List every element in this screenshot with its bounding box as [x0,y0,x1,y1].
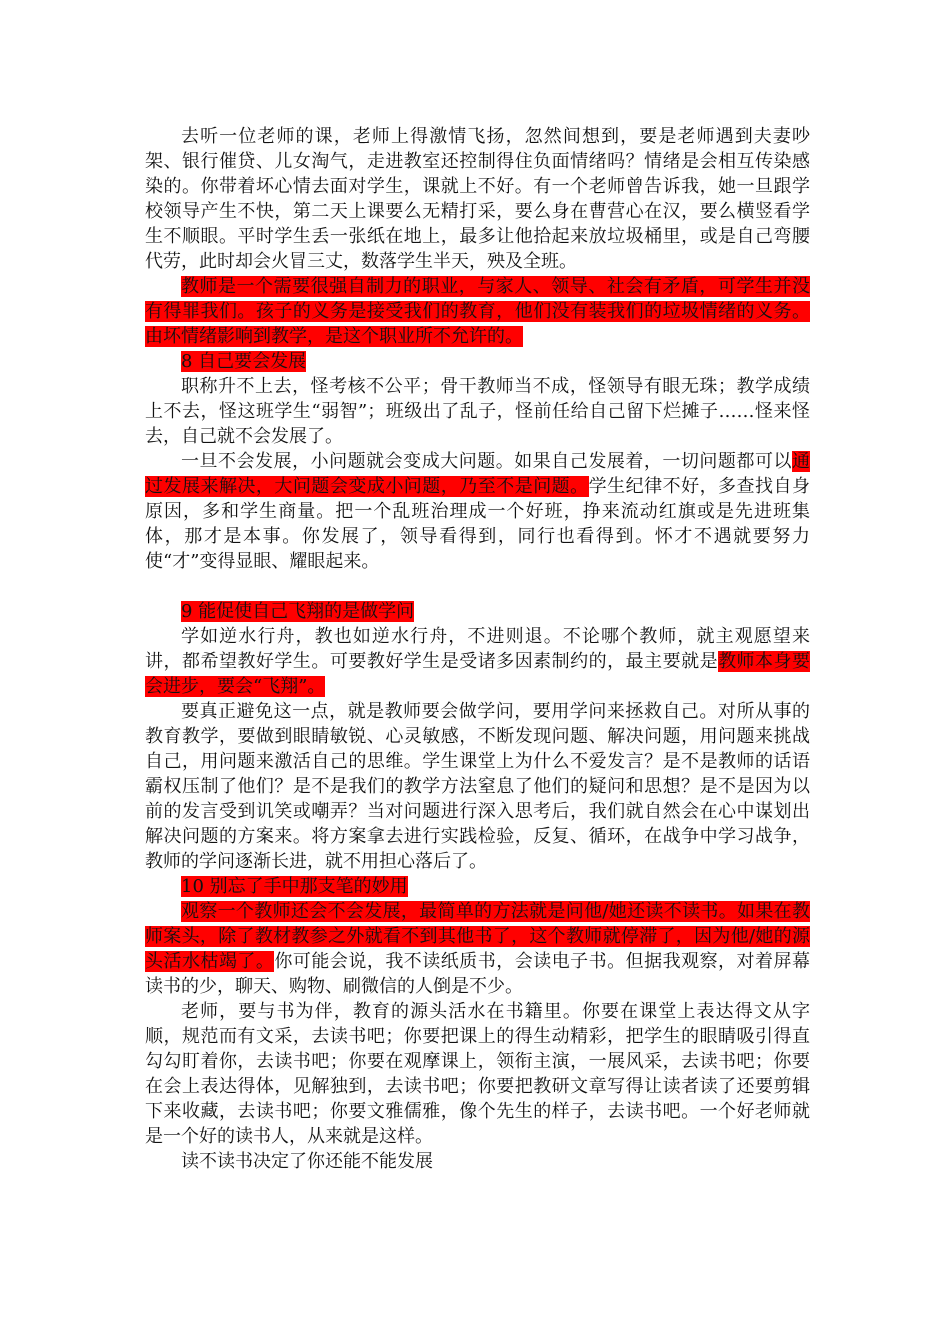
blank-line [145,574,810,599]
highlighted-text: 观察一个教师还会不会发展，最简单的方法就是问他/她还读不读书。如果在教师案头，除了教材教参之外就看不到其他书了，这个教师就停滞了，因为他/她的源头活水枯竭了。 [145,901,810,972]
paragraph-1: 去听一位老师的课，老师上得激情飞扬，忽然间想到，要是老师遇到夫妻吵架、银行催贷、儿女淘气，走进教室还控制得住负面情绪吗？情绪是会相互传染感染的。你带着坏心情去面对学生，课就上不好。有一个老师曾告诉我，她一旦跟学校领导产生不快，第二天上课要么无精打采，要么身在曹营心在汉，要么横竖看学生不顺眼。平时学生丢一张纸在地上，最多让他拾起来放垃圾桶里，或是自己弯腰代劳，此时却会火冒三丈，数落学生半天，殃及全班。 [145,126,810,272]
paragraph-7 [145,899,810,999]
paragraph-6: 要真正避免这一点，就是教师要会做学问，要用学问来拯救自己。对所从事的教育教学，要做到眼睛敏锐、心灵敏感，不断发现问题、解决问题，用问题来挑战自己，用问题来激活自己的思维。学生课堂上为什么不爱发言？是不是教师的话语霸权压制了他们？是不是我们的教学方法窒息了他们的疑问和思想？是不是因为以前的发言受到讥笑或嘲弄？当对问题进行深入思考后，我们就自然会在心中谋划出解决问题的方案来。将方案拿去进行实践检验，反复、循环，在战争中学习战争，教师的学问逐渐长进，就不用担心落后了。 [145,701,810,872]
section-heading-8 [145,349,810,374]
paragraph-5-start: 学如逆水行舟，教也如逆水行舟，不进则退。不论哪个教师，就主观愿望来讲，都希望教好学生。可要教好学生是受诸多因素制约的，最主要就是 [145,626,810,672]
paragraph-7-end: 你可能会说，我不读纸质书，会读电子书。但据我观察，对着屏幕读书的少，聊天、购物、刷微信的人倒是不少。 [145,951,811,997]
paragraph-8: 老师，要与书为伴，教育的源头活水在书籍里。你要在课堂上表达得文从字顺，规范而有文采，去读书吧；你要把课上的得生动精彩，把学生的眼睛吸引得直勾勾盯着你，去读书吧；你要在观摩课上，领衔主演，一展风采，去读书吧；你要在会上表达得体，见解独到，去读书吧；你要把教研文章写得让读者读了还要剪辑下来收藏，去读书吧；你要文雅儒雅，像个先生的样子，去读书吧。一个好老师就是一个好的读书人，从来就是这样。 [145,1001,810,1147]
highlighted-text: 通过发展来解决，大问题会变成小问题，乃至不是问题。 [145,451,810,497]
section-heading-9 [145,599,810,624]
paragraph-5 [145,624,810,699]
highlighted-heading: 8 自己要会发展 [181,351,307,372]
highlighted-text: 教师本身要会进步，要会“飞翔”。 [145,651,811,697]
paragraph-4 [145,449,810,574]
paragraph-2 [145,274,810,349]
document-page [145,124,810,1174]
paragraph-9: 读不读书决定了你还能不能发展 [181,1151,433,1172]
highlighted-text: 教师是一个需要很强自制力的职业，与家人、领导、社会有矛盾，可学生并没有得罪我们。孩子的义务是接受我们的教育，他们没有装我们的垃圾情绪的义务。由坏情绪影响到教学，是这个职业所不允许的。 [145,276,810,347]
section-heading-10 [145,874,810,899]
paragraph-4-end: 学生纪律不好，多查找自身原因，多和学生商量。把一个乱班治理成一个好班，挣来流动红旗或是先进班集体，那才是本事。你发展了，领导看得到，同行也看得到。怀才不遇就要努力使“才”变得显眼、耀眼起来。 [145,476,810,572]
highlighted-heading: 10 别忘了手中那支笔的妙用 [181,876,408,897]
highlighted-heading: 9 能促使自己飞翔的是做学问 [181,601,415,622]
paragraph-4-start: 一旦不会发展，小问题就会变成大问题。如果自己发展着，一切问题都可以 [181,451,792,472]
paragraph-3: 职称升不上去，怪考核不公平；骨干教师当不成，怪领导有眼无珠；教学成绩上不去，怪这班学生“弱智”；班级出了乱子，怪前任给自己留下烂摊子……怪来怪去，自己就不会发展了。 [145,376,810,447]
